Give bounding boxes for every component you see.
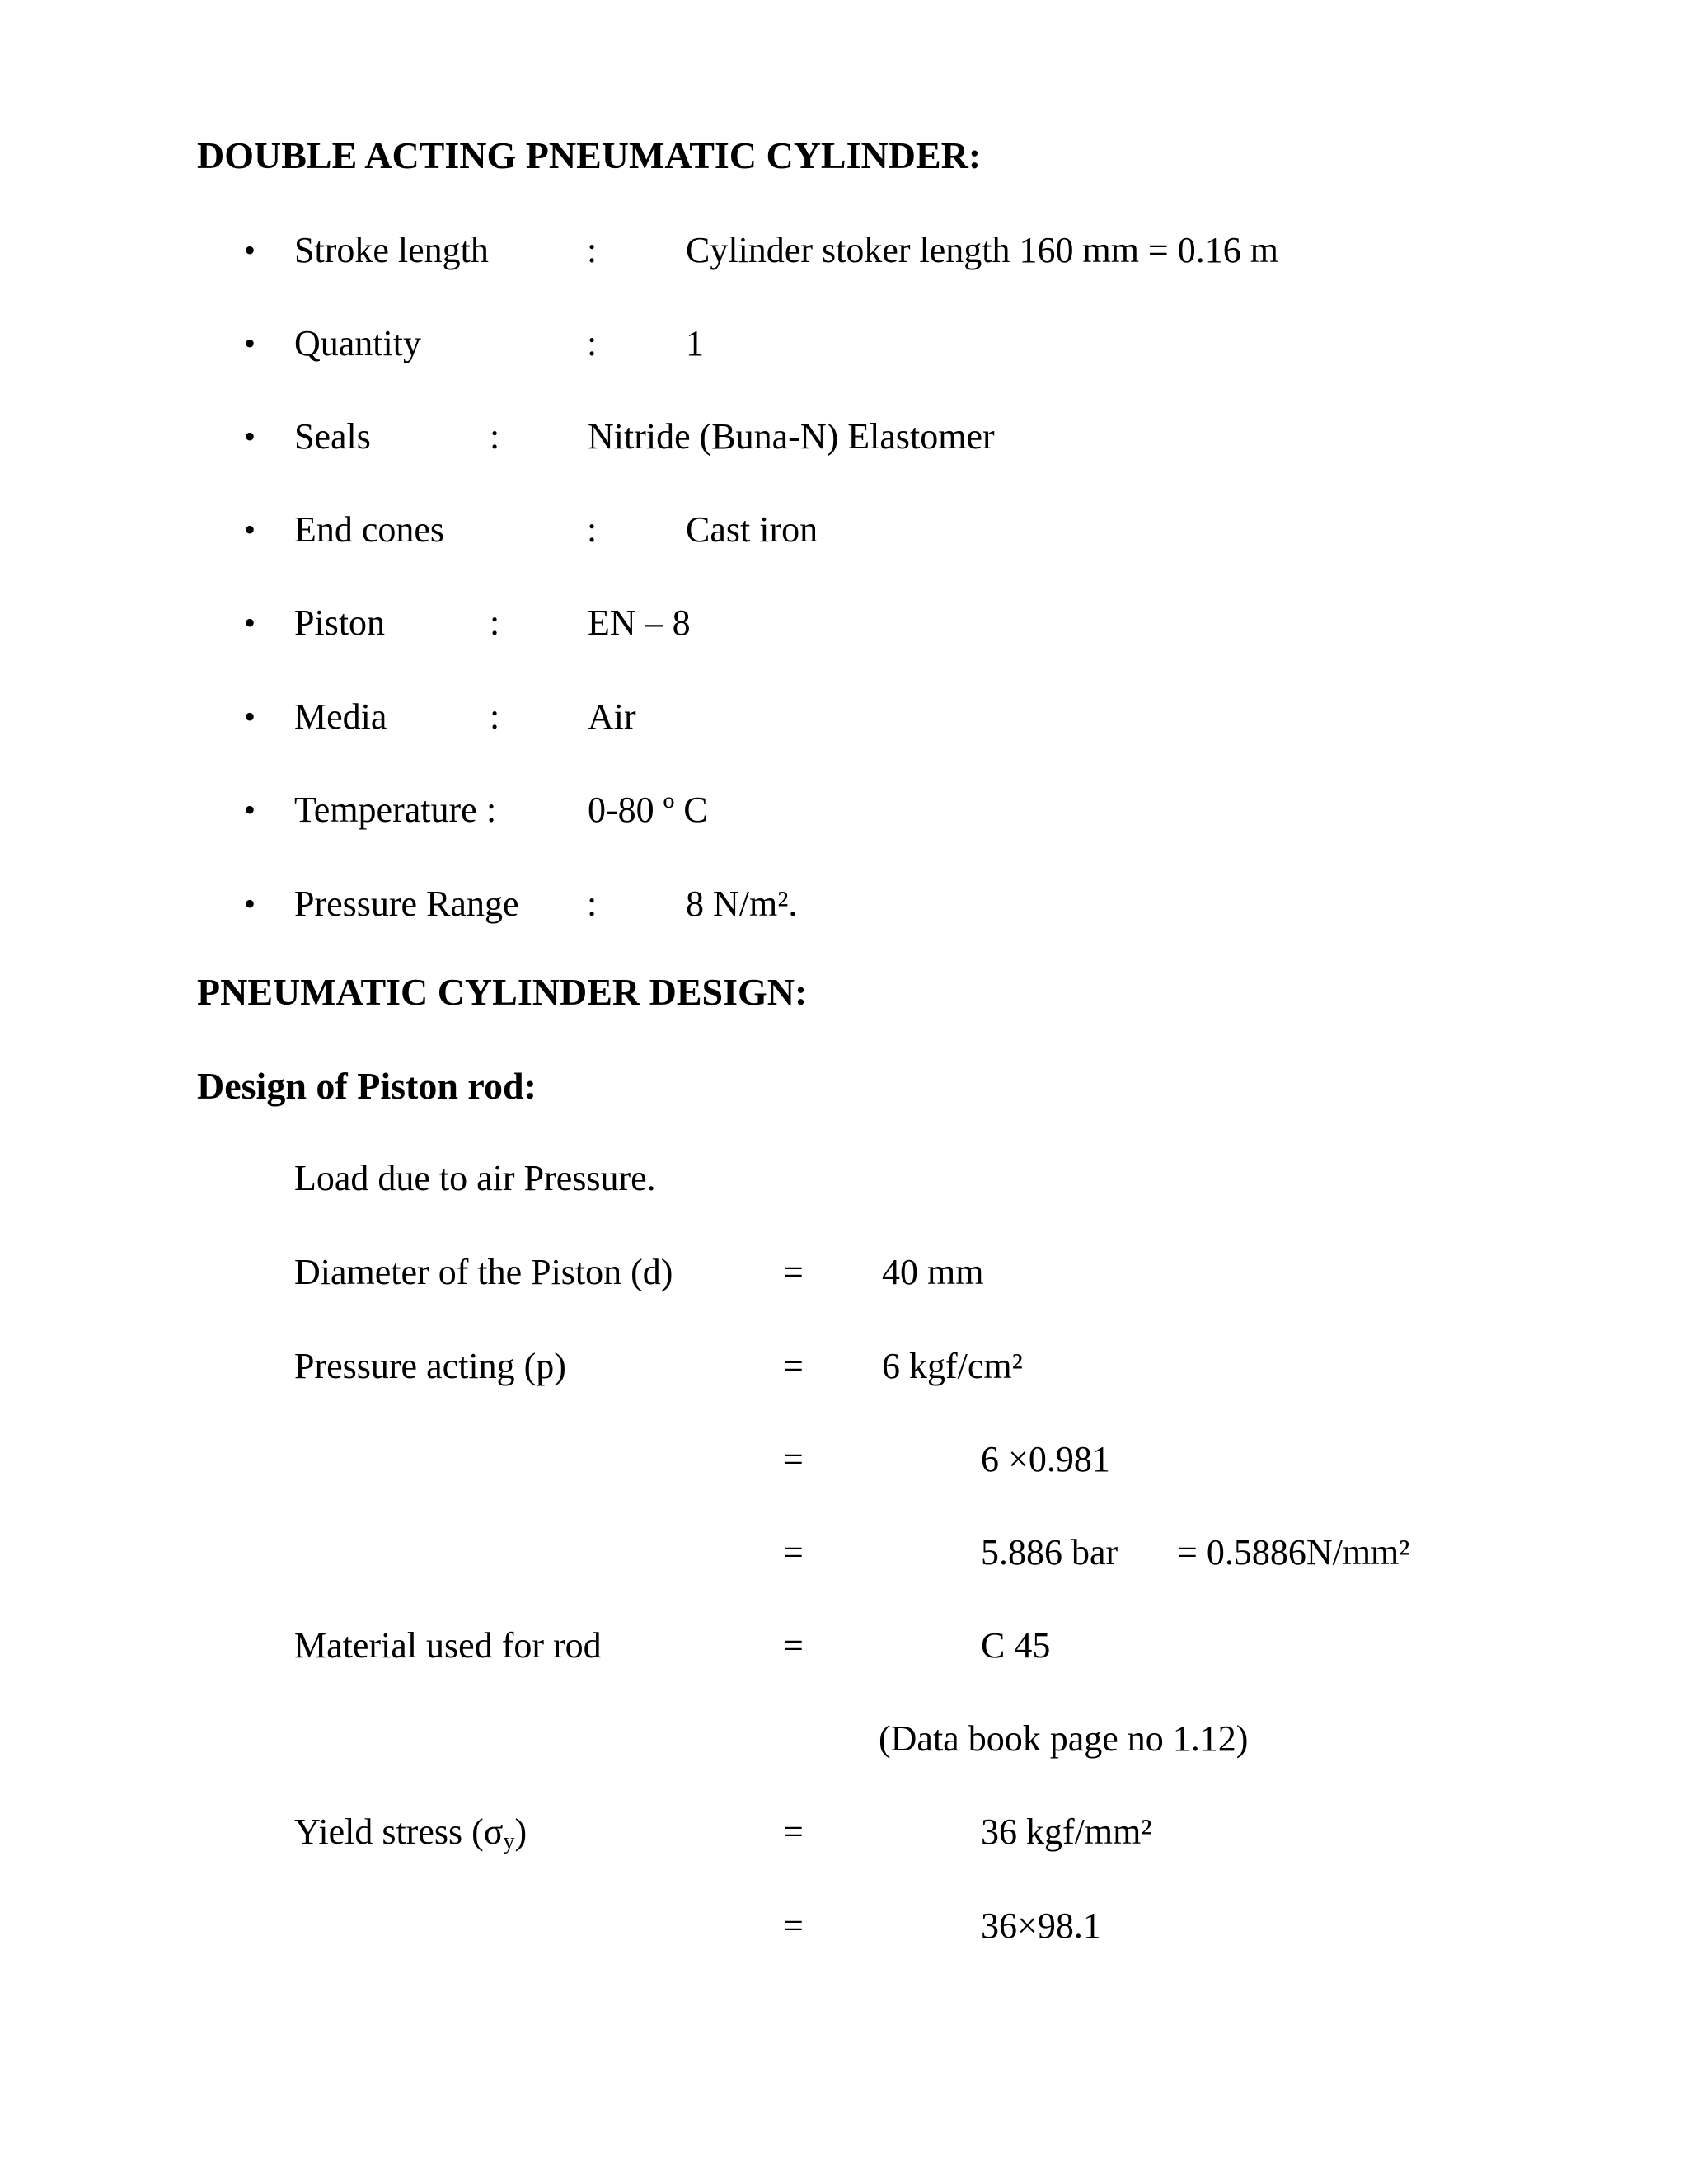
intro-text: Load due to air Pressure. xyxy=(294,1158,656,1198)
spec-value-temperature: 0-80 º C xyxy=(588,790,708,830)
spec-separator: : xyxy=(587,230,598,270)
calc-equals: = xyxy=(783,1905,804,1946)
bullet-marker: • xyxy=(244,232,256,269)
spec-separator: : xyxy=(587,509,598,550)
section-heading-design: PNEUMATIC CYLINDER DESIGN: xyxy=(197,971,808,1013)
calc-equals: = xyxy=(783,1346,804,1386)
bullet-marker: • xyxy=(244,418,256,455)
calc-equals: = xyxy=(783,1532,804,1572)
calc-equals: = xyxy=(783,1252,804,1292)
yield-stress-label-main: Yield stress (σ xyxy=(294,1811,504,1852)
calc-value-yield-conversion: 36×98.1 xyxy=(981,1905,1101,1946)
spec-separator: : xyxy=(490,696,500,737)
spec-value-seals: Nitride (Buna-N) Elastomer xyxy=(588,416,995,457)
spec-label-end-cones: End cones xyxy=(294,509,445,550)
calc-value-pressure-bar: 5.886 bar xyxy=(981,1532,1118,1572)
calc-label-material: Material used for rod xyxy=(294,1625,602,1666)
calc-value-pressure: 6 kgf/cm² xyxy=(882,1346,1023,1386)
spec-label-seals: Seals xyxy=(294,416,371,457)
bullet-marker: • xyxy=(244,698,256,735)
spec-label-quantity: Quantity xyxy=(294,323,421,363)
spec-value-piston: EN – 8 xyxy=(588,602,691,643)
calc-value-yield-stress: 36 kgf/mm² xyxy=(981,1811,1152,1852)
spec-value-pressure-range: 8 N/m². xyxy=(686,883,798,924)
calc-equals: = xyxy=(783,1625,804,1666)
spec-label-media: Media xyxy=(294,696,387,737)
section-heading-cylinder: DOUBLE ACTING PNEUMATIC CYLINDER: xyxy=(197,134,982,176)
calc-label-diameter: Diameter of the Piston (d) xyxy=(294,1252,673,1292)
calc-value-diameter: 40 mm xyxy=(882,1252,984,1292)
bullet-marker: • xyxy=(244,604,256,641)
spec-label-stroke-length: Stroke length xyxy=(294,230,489,270)
yield-stress-subscript: y xyxy=(503,1829,515,1854)
spec-label-temperature: Temperature xyxy=(294,790,477,830)
spec-separator: : xyxy=(490,602,500,643)
yield-stress-label-end: ) xyxy=(514,1811,528,1852)
calc-label-pressure: Pressure acting (p) xyxy=(294,1346,566,1386)
calc-value-pressure-conversion: 6 ×0.981 xyxy=(981,1439,1110,1479)
bullet-marker: • xyxy=(244,885,256,922)
spec-separator: : xyxy=(490,416,500,457)
spec-separator: : xyxy=(587,323,598,363)
calc-value-material: C 45 xyxy=(981,1625,1051,1666)
calc-label-yield-stress xyxy=(294,1811,528,1854)
spec-separator: : xyxy=(587,883,598,924)
calc-equals: = xyxy=(783,1811,804,1852)
calc-equals: = xyxy=(783,1439,804,1479)
spec-label-pressure-range: Pressure Range xyxy=(294,883,519,924)
bullet-marker: • xyxy=(244,791,256,828)
subheading-piston-rod: Design of Piston rod: xyxy=(197,1065,537,1107)
spec-separator: : xyxy=(486,790,497,830)
bullet-marker: • xyxy=(244,325,256,362)
spec-value-stroke-length: Cylinder stoker length 160 mm = 0.16 m xyxy=(686,230,1278,270)
calc-value-pressure-nmm2: = 0.5886N/mm² xyxy=(1177,1532,1410,1572)
spec-value-media: Air xyxy=(588,696,636,737)
spec-label-piston: Piston xyxy=(294,602,386,643)
data-book-reference: (Data book page no 1.12) xyxy=(879,1718,1249,1759)
spec-value-end-cones: Cast iron xyxy=(686,509,818,550)
bullet-marker: • xyxy=(244,511,256,548)
spec-value-quantity: 1 xyxy=(686,323,704,363)
